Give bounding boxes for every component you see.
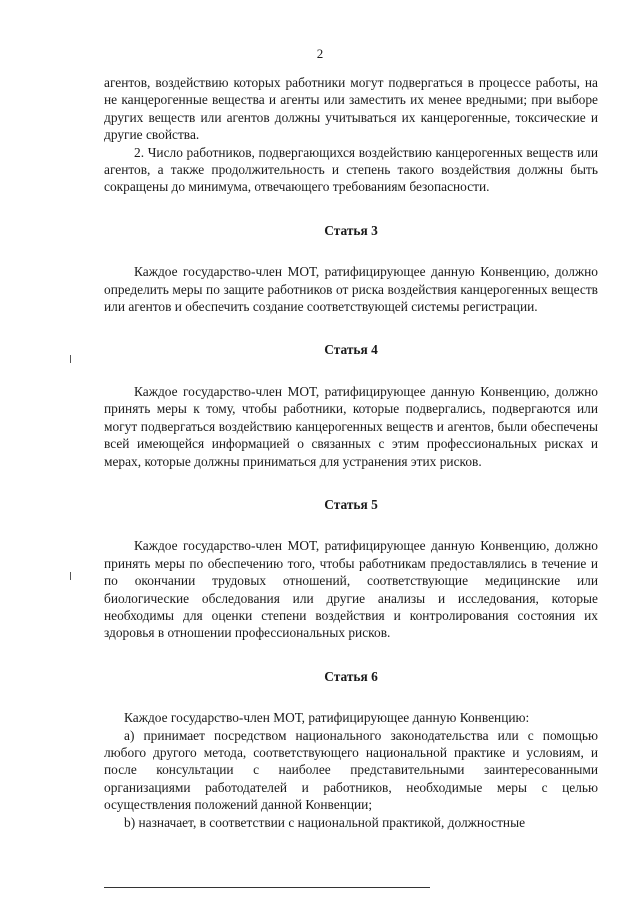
article-5-heading: Статья 5 [324, 496, 378, 512]
footnote-rule [104, 887, 430, 888]
article-6-text: Каждое государство-член МОТ, ратифицирующее данную Конвенцию: [124, 710, 530, 726]
paragraph-article-2-point-2: 2. Число работников, подвергающихся воздействию канцерогенных веществ или агентов, а также продолжительность и степень такого воздействия должны быть сокращены до минимума, отвечающего требованиям безопасности. [104, 144, 598, 195]
article-6-heading: Статья 6 [324, 668, 378, 684]
article-3-heading: Статья 3 [324, 222, 378, 238]
page-number: 2 [316, 46, 324, 61]
scan-margin-mark [70, 572, 71, 580]
article-3-text: Каждое государство-член МОТ, ратифицирующее данную Конвенцию, должно определить меры по защите работников от риска воздействия канцерогенных веществ или агентов и обеспечить создание соответствующей системы регистрации. [104, 264, 598, 315]
article-6-item-b: b) назначает, в соответствии с национальной практикой, должностные [124, 814, 526, 830]
document-body [104, 74, 598, 831]
article-4-text: Каждое государство-член МОТ, ратифицирующее данную Конвенцию, должно принять меры к тому, чтобы работники, которые подвергались, подвергаются или могут подвергаться воздействию канцерогенных веществ и агентов, были обеспечены всей имеющейся информацией о связанных с этим профессиональных рисках и мерах, которые должны приниматься для устранения этих рисков. [104, 383, 598, 469]
scan-margin-mark [70, 355, 71, 363]
article-4-heading: Статья 4 [324, 342, 378, 358]
article-6-item-a: а) принимает посредством национального законодательства или с помощью любого другого метода, соответствующего национальной практике и условиям, и после консультации с наиболее представительными заинтересованными организациями работодателей и работников, необходимые меры с целью осуществления положений данной Конвенции; [104, 727, 598, 813]
paragraph-continuation: агентов, воздействию которых работники могут подвергаться в процессе работы, на не канцерогенные вещества и агенты или заместить их менее вредными; при выборе других веществ или агентов должны учитываться их канцерогенные, токсические и другие свойства. [104, 75, 598, 143]
article-5-text: Каждое государство-член МОТ, ратифицирующее данную Конвенцию, должно принять меры по обеспечению того, чтобы работникам предоставлялись в течение и по окончании трудовых отношений, соответствующие медицинские или биологические обследования или другие анализы и исследования, которые необходимы для оценки степени воздействия и контролирования состояния их здоровья в отношении профессиональных рисков. [104, 538, 598, 641]
